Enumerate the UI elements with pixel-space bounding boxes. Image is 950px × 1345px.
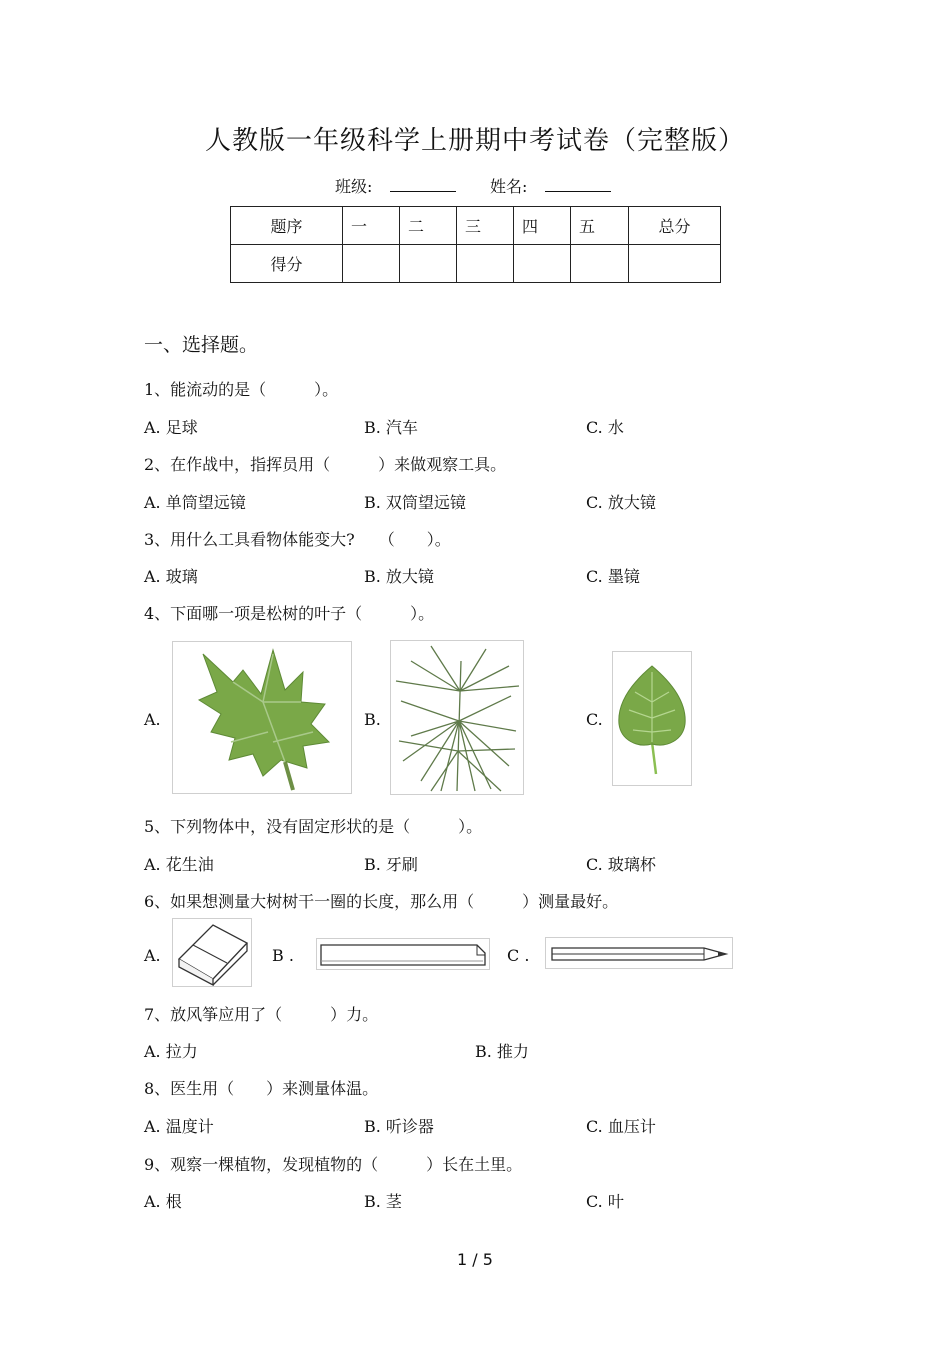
option-a[interactable]: A. <box>144 710 161 729</box>
pencil-image <box>545 937 733 969</box>
option-c[interactable]: C. 血压计 <box>586 1117 656 1136</box>
maple-leaf-image <box>172 641 352 794</box>
paper-tape-icon <box>317 939 489 969</box>
question-3: 3、用什么工具看物体能变大? （ ）。 <box>144 530 451 549</box>
table-cell: 二 <box>400 207 457 245</box>
table-cell: 得分 <box>231 245 343 283</box>
table-cell: 三 <box>457 207 514 245</box>
option-b[interactable]: B. 牙刷 <box>364 855 418 874</box>
question-5: 5、下列物体中，没有固定形状的是（ ）。 <box>144 817 483 836</box>
option-c[interactable]: C. 玻璃杯 <box>586 855 656 874</box>
option-b[interactable]: B. 放大镜 <box>364 567 434 586</box>
option-c[interactable]: C. 墨镜 <box>586 567 640 586</box>
question-9: 9、观察一棵植物，发现植物的（ ）长在土里。 <box>144 1155 523 1174</box>
question-8: 8、医生用（ ）来测量体温。 <box>144 1079 379 1098</box>
score-input-cell[interactable] <box>629 245 721 283</box>
score-input-cell[interactable] <box>514 245 571 283</box>
option-a[interactable]: A. 根 <box>144 1192 182 1211</box>
option-c[interactable]: C. 放大镜 <box>586 493 656 512</box>
paper-tape-image <box>316 938 490 970</box>
eraser-icon <box>173 919 251 986</box>
maple-leaf-icon <box>173 642 351 793</box>
question-4: 4、下面哪一项是松树的叶子（ ）。 <box>144 604 435 623</box>
class-field <box>335 174 456 197</box>
score-input-cell[interactable] <box>457 245 514 283</box>
name-blank <box>545 177 611 192</box>
birch-leaf-icon <box>613 652 691 785</box>
option-b[interactable]: B. 汽车 <box>364 418 418 437</box>
option-b[interactable]: B. 听诊器 <box>364 1117 434 1136</box>
table-cell: 四 <box>514 207 571 245</box>
option-b[interactable]: B. 双筒望远镜 <box>364 493 466 512</box>
option-c[interactable]: C . <box>507 946 530 965</box>
page-number: 1 / 5 <box>457 1250 493 1269</box>
option-c[interactable]: C. 水 <box>586 418 624 437</box>
option-c[interactable]: C. 叶 <box>586 1192 624 1211</box>
question-2: 2、在作战中，指挥员用（ ）来做观察工具。 <box>144 455 507 474</box>
score-input-cell[interactable] <box>400 245 457 283</box>
eraser-image <box>172 918 252 987</box>
table-cell: 题序 <box>231 207 343 245</box>
score-input-cell[interactable] <box>343 245 400 283</box>
table-cell: 一 <box>343 207 400 245</box>
option-c[interactable]: C. <box>586 710 603 729</box>
name-field <box>490 174 611 197</box>
score-table-header-row <box>231 207 721 245</box>
name-label: 姓名: <box>490 177 528 196</box>
score-input-cell[interactable] <box>571 245 629 283</box>
page-title: 人教版一年级科学上册期中考试卷（完整版） <box>204 126 745 156</box>
option-a[interactable]: A. 单筒望远镜 <box>144 493 246 512</box>
class-blank <box>390 177 456 192</box>
option-b[interactable]: B. 茎 <box>364 1192 402 1211</box>
question-7: 7、放风筝应用了（ ）力。 <box>144 1005 379 1024</box>
question-6: 6、如果想测量大树树干一圈的长度，那么用（ ）测量最好。 <box>144 892 619 911</box>
pine-needles-image <box>390 640 524 795</box>
option-b[interactable]: B. 推力 <box>475 1042 529 1061</box>
option-b[interactable]: B . <box>272 946 294 965</box>
option-a[interactable]: A. 温度计 <box>144 1117 214 1136</box>
question-1: 1、能流动的是（ ）。 <box>144 380 339 399</box>
table-cell: 总分 <box>629 207 721 245</box>
class-label: 班级: <box>335 177 373 196</box>
table-cell: 五 <box>571 207 629 245</box>
option-a[interactable]: A. 拉力 <box>144 1042 198 1061</box>
option-a[interactable]: A. 花生油 <box>144 855 214 874</box>
option-b[interactable]: B. <box>364 710 381 729</box>
option-a[interactable]: A. 玻璃 <box>144 567 198 586</box>
pencil-icon <box>546 938 732 968</box>
option-a[interactable]: A. 足球 <box>144 418 198 437</box>
birch-leaf-image <box>612 651 692 786</box>
section-heading: 一、选择题。 <box>144 334 259 356</box>
score-table-score-row <box>231 245 721 283</box>
score-table <box>230 206 721 283</box>
pine-needles-icon <box>391 641 523 794</box>
option-a[interactable]: A. <box>144 946 161 965</box>
